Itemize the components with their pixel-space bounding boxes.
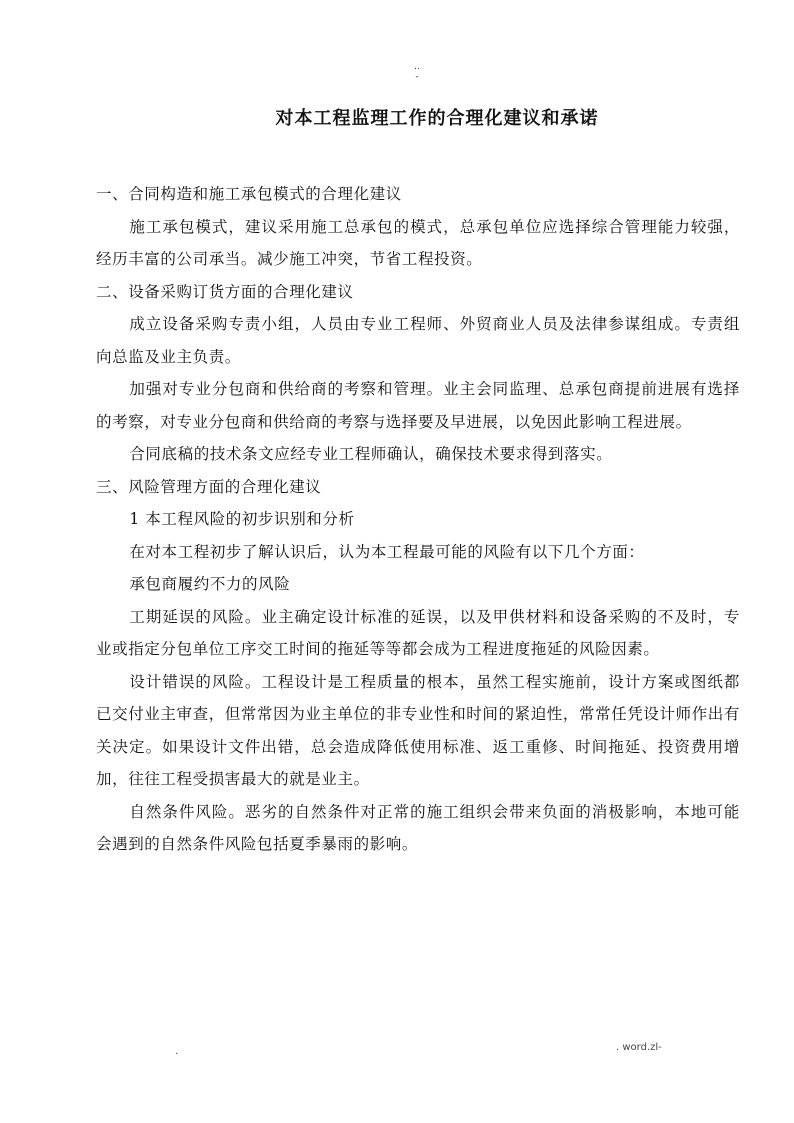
paragraph: 施工承包模式，建议采用施工总承包的模式，总承包单位应选择综合管理能力较强，经历丰富的公司承当。减少施工冲突，节省工程投资。 xyxy=(96,217,740,268)
paragraph: 承包商履约不力的风险 xyxy=(129,575,291,593)
footer-left-mark: . xyxy=(175,1046,179,1057)
subsection-heading: 1 本工程风险的初步识别和分析 xyxy=(129,510,355,528)
paragraph: 在对本工程初步了解认识后，认为本工程最可能的风险有以下几个方面： xyxy=(129,542,645,561)
footer-watermark: . word.zl- xyxy=(616,1042,662,1053)
paragraph: 自然条件风险。恶劣的自然条件对正常的施工组织会带来负面的消极影响，本地可能会遇到的自然条件风险包括夏季暴雨的影响。 xyxy=(96,802,740,853)
paragraph: 加强对专业分包商和供给商的考察和管理。业主会同监理、总承包商提前进展有选择的考察，对专业分包商和供给商的考察与选择要及早进展，以免因此影响工程进展。 xyxy=(96,380,740,431)
header-mark: .. - xyxy=(414,62,420,82)
paragraph: 设计错误的风险。工程设计是工程质量的根本，虽然工程实施前，设计方案或图纸都已交付业主审查，但常常因为业主单位的非专业性和时间的紧迫性，常常任凭设计师作出有关决定。如果设计文件出错，总会造成降低使用标准、返工重修、时间拖延、投资费用增加，往往工程受损害最大的就是业主。 xyxy=(96,672,741,788)
section-heading-2: 二、设备采购订货方面的合理化建议 xyxy=(96,282,354,301)
paragraph: 成立设备采购专责小组，人员由专业工程师、外贸商业人员及法律参谋组成。专责组向总监及业主负责。 xyxy=(96,315,740,366)
document-title: 对本工程监理工作的合理化建议和承诺 xyxy=(275,108,599,129)
section-heading-3: 三、风险管理方面的合理化建议 xyxy=(96,477,322,496)
document-body xyxy=(96,178,740,861)
section-heading-1: 一、合同构造和施工承包模式的合理化建议 xyxy=(96,185,402,203)
paragraph: 合同底稿的技术条文应经专业工程师确认，确保技术要求得到落实。 xyxy=(129,445,613,463)
paragraph: 工期延误的风险。业主确定设计标准的延误，以及甲供材料和设备采购的不及时，专业或指定分包单位工序交工时间的拖延等等都会成为工程进度拖延的风险因素。 xyxy=(96,607,740,658)
